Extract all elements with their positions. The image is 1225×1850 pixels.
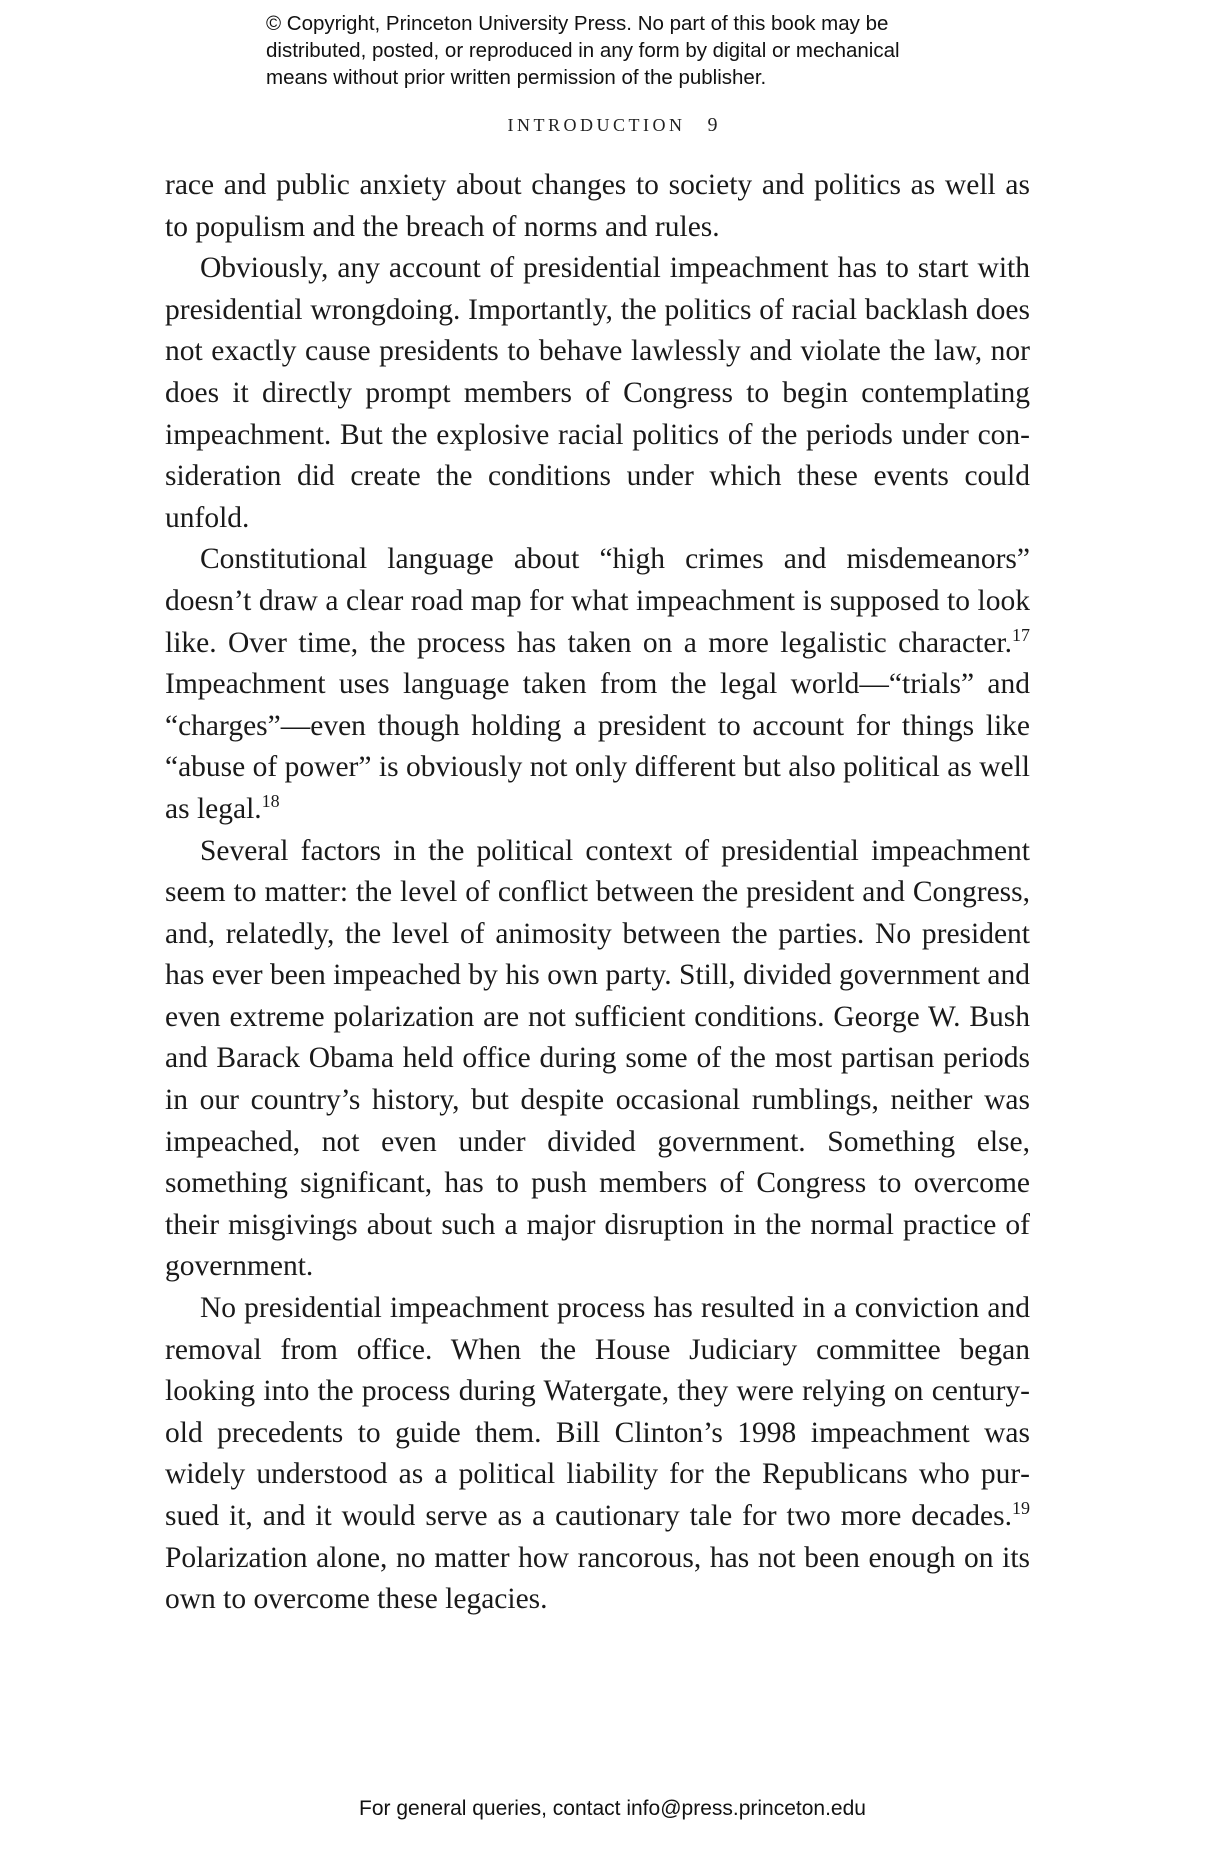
paragraph: [165, 165, 1030, 248]
copyright-notice: [266, 10, 1026, 91]
copyright-line: distributed, posted, or reproduced in any form by digital or mechanical: [266, 39, 900, 62]
footnote-ref[interactable]: 17: [1012, 624, 1030, 645]
running-head: [0, 114, 1225, 137]
paragraph-text: race and public anxiety about changes to society and politics as well as to populism and the breach of norms and rules.: [165, 169, 1030, 243]
footnote-ref[interactable]: 19: [1012, 1498, 1030, 1518]
page-number: 9: [707, 114, 718, 136]
paragraph: [165, 539, 1030, 830]
copyright-line: © Copyright, Princeton University Press. No part of this book may be: [266, 12, 889, 35]
paragraph: [165, 1288, 1030, 1621]
footer-contact: For general queries, contact info@press.princeton.edu: [359, 1797, 866, 1820]
paragraph: [165, 831, 1030, 1289]
copyright-line: means without prior written permission of the publisher.: [266, 66, 767, 89]
running-head-title: INTRODUCTION: [507, 115, 686, 135]
body-text: [165, 165, 1030, 1621]
paragraph-text: Polarization alone, no matter how rancorous, has not been enough on its own to overcome these legacies.: [165, 1541, 1030, 1616]
paragraph: [165, 248, 1030, 539]
paragraph-text: Obviously, any account of presidential impeachment has to start with presidential wrongdoing. Importantly, the politics of racial backlash does not exactly cause presidents to behave lawlessly and violate the law, nor does it directly prompt members of Congress to begin contemplating impeachment. But the explosive racial politics of the periods under consideration did create the conditions under which these events could unfold.: [165, 252, 1030, 534]
paragraph-text: Several factors in the political context of presidential impeachment seem to matter: the level of conflict between the president and Congress, and, relatedly, the level of animosity between the parties. No president has ever been impeached by his own party. Still, divided government and even extreme polarization are not sufficient conditions. George W. Bush and Barack Obama held office during some of the most partisan periods in our country’s history, but despite occasional rumblings, neither was impeached, not even under divided government. Something else, something significant, has to push members of Congress to overcome their misgivings about such a major disruption in the normal practice of government.: [165, 834, 1030, 1283]
paragraph-text: Constitutional language about “high crimes and misdemeanors” doesn’t draw a clear road map for what impeachment is supposed to look like. Over time, the process has taken on a more legalistic character.: [165, 543, 1030, 659]
paragraph-text: Impeachment uses language taken from the legal world—“trials” and “charges”—even though holding a president to account for things like “abuse of power” is obviously not only different but also political as well as legal.: [165, 668, 1030, 825]
paragraph-text: No presidential impeachment process has resulted in a conviction and removal from office. When the House Judiciary committee began looking into the process during Watergate, they were relying on century-old precedents to guide them. Bill Clinton’s 1998 impeachment was widely understood as a political liability for the Republicans who pursued it, and it would serve as a cautionary tale for two more decades.: [165, 1292, 1030, 1532]
footnote-ref[interactable]: 18: [261, 790, 280, 811]
